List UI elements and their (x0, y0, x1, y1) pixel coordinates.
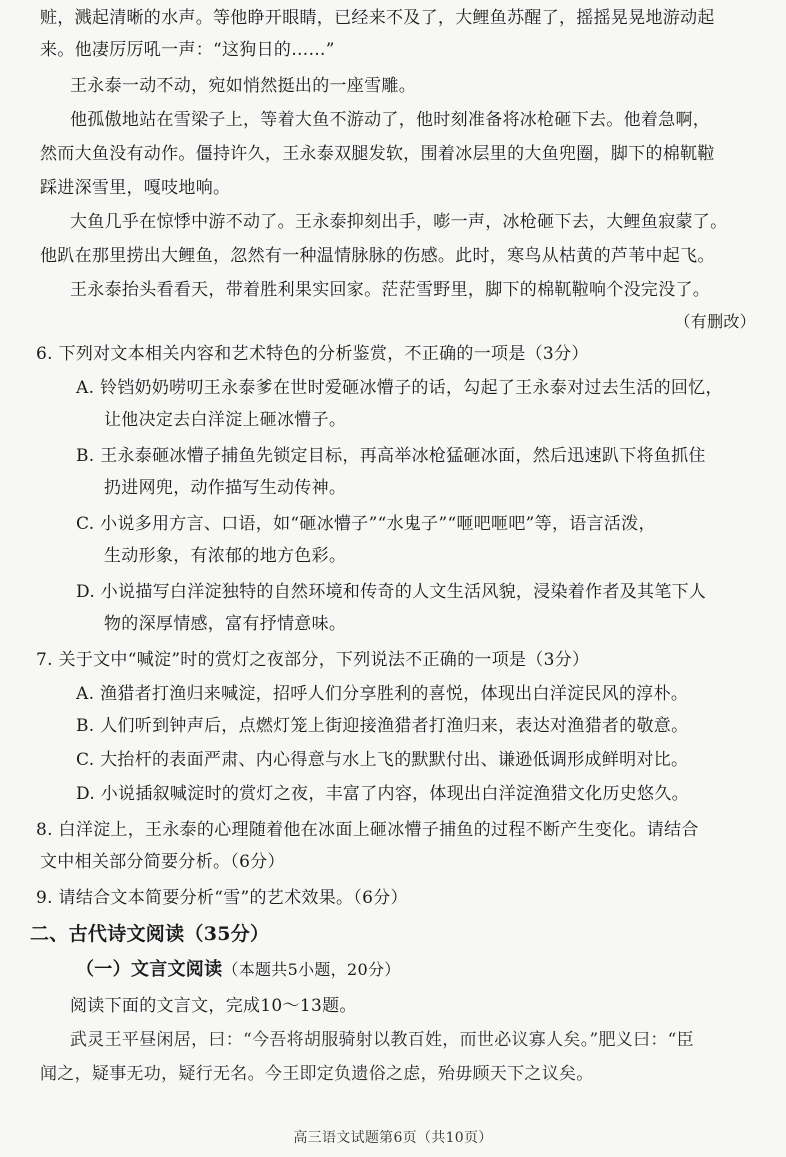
story-line: 大鱼几乎在惊悸中游不动了。王永泰抑刻出手，嘭一声，冰枪砸下去，大鲤鱼寂蒙了。 (70, 212, 728, 232)
story-paragraph: 王永泰一动不动，宛如悄然挺出的一座雪雕。 (70, 76, 416, 96)
question-7-option-b: B. 人们听到钟声后，点燃灯笼上街迎接渔猎者打渔归来，表达对渔猎者的敬意。 (76, 716, 689, 736)
question-7-stem: 7. 关于文中“喊淀”时的赏灯之夜部分，下列说法不正确的一项是（3分） (36, 650, 590, 670)
question-6-option-a: A. 铃铛奶奶唠叨王永泰爹在世时爱砸冰懵子的话，勾起了王永泰对过去生活的回忆， (76, 378, 723, 398)
reading-instruction: 阅读下面的文言文，完成10～13题。 (70, 996, 357, 1016)
story-line: 他孤傲地站在雪梁子上，等着大鱼不游动了，他时刻准备将冰枪砸下去。他着急啊， (70, 110, 711, 130)
story-paragraph: 王永泰抬头看看天，带着胜利果实回家。茫茫雪野里，脚下的棉靰鞡响个没完没了。 (70, 280, 711, 300)
question-7-option-c: C. 大抬杆的表面严肃、内心得意与水上飞的默默付出、谦逊低调形成鲜明对比。 (76, 750, 689, 770)
question-6-option-d: D. 小说描写白洋淀独特的自然环境和传奇的人文生活风貌，浸染着作者及其笔下人 (76, 582, 707, 602)
classical-text-line: 闻之，疑事无功，疑行无名。今王即定负遗俗之虑，殆毋顾天下之议矣。 (40, 1064, 594, 1084)
section-2-title: 二、古代诗文阅读（35分） (30, 923, 270, 945)
question-6-option-d-cont: 物的深厚情感，富有抒情意味。 (104, 614, 347, 634)
story-line: 踩进深雪里，嘎吱地响。 (40, 178, 231, 198)
story-line: 他趴在那里捞出大鲤鱼，忽然有一种温情脉脉的伤感。此时，寒鸟从枯黄的芦苇中起飞。 (40, 246, 715, 266)
story-line: 来。他凄厉厉吼一声：“这狗日的……” (40, 40, 335, 60)
classical-text-line: 武灵王平昼闲居，曰：“今吾将胡服骑射以教百姓，而世必议寡人矣。”肥义曰：“臣 (70, 1030, 694, 1050)
story-line: 然而大鱼没有动作。僵持许久，王永泰双腿发软，围着冰层里的大鱼兜圈，脚下的棉靰鞡 (40, 144, 715, 164)
question-6-option-b-cont: 扔进网兜，动作描写生动传神。 (104, 478, 347, 498)
question-9: 9. 请结合文本简要分析“雪”的艺术效果。（6分） (36, 888, 408, 908)
question-6-option-b: B. 王永泰砸冰懵子捕鱼先锁定目标，再高举冰枪猛砸冰面，然后迅速趴下将鱼抓住 (76, 446, 706, 466)
subsection-heading: （一）文言文阅读 (76, 959, 223, 980)
question-6-option-c-cont: 生动形象，有浓郁的地方色彩。 (104, 546, 347, 566)
question-6-stem: 6. 下列对文本相关内容和艺术特色的分析鉴赏，不正确的一项是（3分） (36, 344, 589, 364)
question-6-option-a-cont: 让他决定去白洋淀上砸冰懵子。 (104, 410, 347, 430)
question-8-cont: 文中相关部分简要分析。（6分） (40, 852, 285, 872)
story-line: 赃，溅起清晰的水声。等他睁开眼睛，已经来不及了，大鲤鱼苏醒了，摇摇晃晃地游动起 (40, 8, 715, 28)
page-footer: 高三语文试题第6页（共10页） (293, 1130, 493, 1146)
source-note: （有删改） (674, 312, 756, 331)
subsection-title (76, 960, 401, 980)
question-7-option-a: A. 渔猎者打渔归来喊淀，招呼人们分享胜利的喜悦，体现出白洋淀民风的淳朴。 (76, 684, 689, 704)
question-7-option-d: D. 小说插叙喊淀时的赏灯之夜，丰富了内容，体现出白洋淀渔猎文化历史悠久。 (76, 784, 689, 804)
question-8: 8. 白洋淀上，王永泰的心理随着他在冰面上砸冰懵子捕鱼的过程不断产生变化。请结合 (36, 820, 699, 840)
subsection-note: （本题共5小题，20分） (222, 960, 401, 979)
question-6-option-c: C. 小说多用方言、口语，如“砸冰懵子”“水鬼子”“咂吧咂吧”等，语言活泼， (76, 514, 656, 534)
